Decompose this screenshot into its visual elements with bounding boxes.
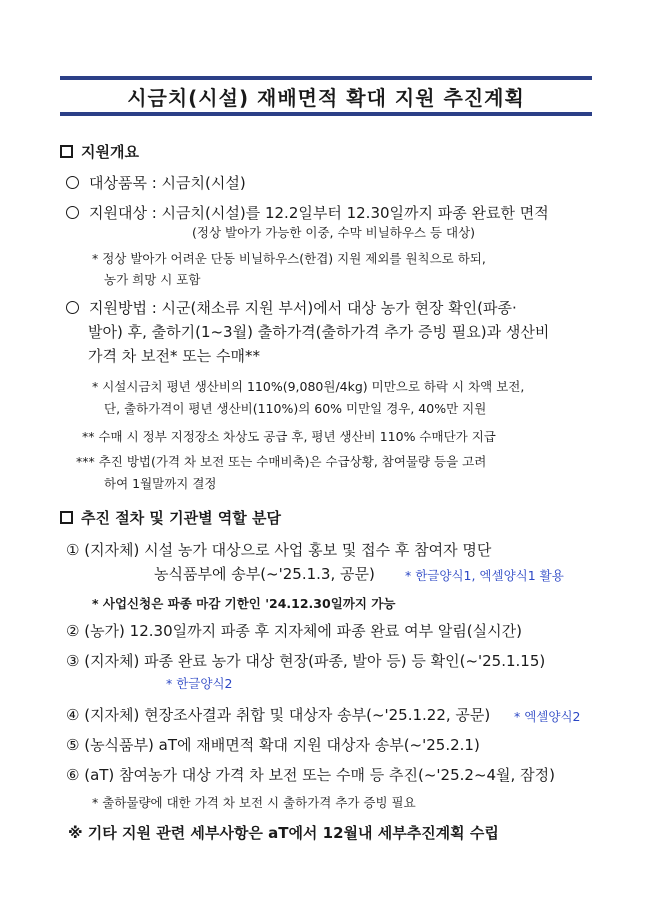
note1-line2: 농가 희망 시 포함 (104, 272, 201, 287)
step6-note: * 출하물량에 대한 가격 차 보전 시 출하가격 추가 증빙 필요 (92, 795, 416, 810)
step3-tag: * 한글양식2 (166, 676, 233, 691)
circle-bullet-icon (66, 176, 79, 189)
title-box (60, 76, 592, 116)
step1-line1: ① (지자체) 시설 농가 대상으로 사업 홍보 및 접수 후 참여자 명단 (66, 541, 492, 559)
square-bullet-icon (60, 511, 73, 524)
step1-line2: 농식품부에 송부(~'25.1.3, 공문) (154, 565, 375, 583)
section-heading-overview: 지원개요 (60, 141, 139, 162)
step4: ④ (지자체) 현장조사결과 취합 및 대상자 송부(~'25.1.22, 공문) (66, 706, 491, 724)
circle-bullet-icon (66, 206, 79, 219)
note2-line1: * 시설시금치 평년 생산비의 110%(9,080원/4kg) 미만으로 하락 시 차액 보전, (92, 379, 525, 394)
step4-tag: * 엑셀양식2 (514, 709, 581, 724)
section-heading-procedure: 추진 절차 및 기관별 역할 분담 (60, 507, 281, 528)
note3: ** 수매 시 정부 지정장소 차상도 공급 후, 평년 생산비 110% 수매단가 지급 (82, 429, 496, 444)
step1-tag: * 한글양식1, 엑셀양식1 활용 (405, 568, 564, 583)
note1-line1: * 정상 발아가 어려운 단동 비닐하우스(한겹) 지원 제외를 원칙으로 하되, (92, 251, 486, 266)
circle-bullet-icon (66, 301, 79, 314)
item-method-line2: 발아) 후, 출하기(1~3월) 출하가격(출하가격 추가 증빙 필요)과 생산비 (88, 323, 550, 341)
step5: ⑤ (농식품부) aT에 재배면적 확대 지원 대상자 송부(~'25.2.1) (66, 736, 480, 754)
item-target-line1: 지원대상 : 시금치(시설)를 12.2일부터 12.30일까지 파종 완료한 면적 (66, 202, 549, 223)
step3: ③ (지자체) 파종 완료 농가 대상 현장(파종, 발아 등) 등 확인(~'25.1.15) (66, 652, 546, 670)
step2: ② (농가) 12.30일까지 파종 후 지자체에 파종 완료 여부 알림(실시간) (66, 622, 522, 640)
item-method-line3: 가격 차 보전* 또는 수매** (88, 347, 260, 365)
item-method-line1: 지원방법 : 시군(채소류 지원 부서)에서 대상 농가 현장 확인(파종· (66, 297, 517, 318)
item-target-product: 대상품목 : 시금치(시설) (66, 172, 246, 193)
note4-line2: 하여 1월말까지 결정 (104, 476, 217, 491)
step6: ⑥ (aT) 참여농가 대상 가격 차 보전 또는 수매 등 추진(~'25.2~4월, 잠정) (66, 766, 555, 784)
step1-note: * 사업신청은 파종 마감 기한인 '24.12.30일까지 가능 (92, 596, 396, 611)
note4-line1: *** 추진 방법(가격 차 보전 또는 수매비축)은 수급상황, 참여물량 등을 고려 (76, 454, 487, 469)
footer-note: ※ 기타 지원 관련 세부사항은 aT에서 12월내 세부추진계획 수립 (68, 824, 499, 842)
square-bullet-icon (60, 145, 73, 158)
page-title: 시금치(시설) 재배면적 확대 지원 추진계획 (127, 85, 525, 110)
note2-line2: 단, 출하가격이 평년 생산비(110%)의 60% 미만일 경우, 40%만 지원 (104, 401, 487, 416)
item-target-line2: (정상 발아가 가능한 이중, 수막 비닐하우스 등 대상) (192, 225, 476, 240)
